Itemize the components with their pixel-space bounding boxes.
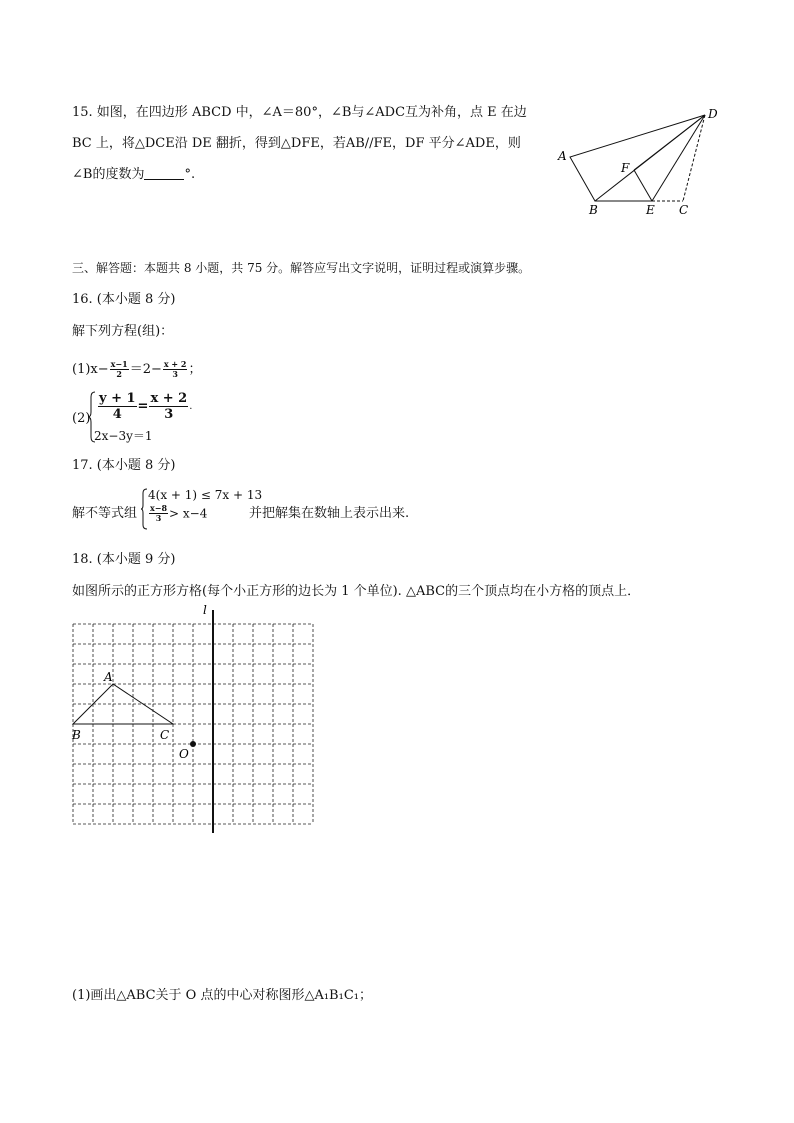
grid-label-o: O	[179, 747, 189, 761]
segment-dc-dashed	[683, 115, 705, 201]
fraction-3	[98, 391, 137, 422]
fraction-4-numerator: x + 2	[150, 391, 188, 406]
quadrilateral-figure	[555, 100, 735, 225]
label-e: E	[646, 203, 655, 217]
q15-line-1: 15. 如图，在四边形 ABCD 中，∠A＝80°，∠B与∠ADC互为补角，点 E 在边	[72, 105, 527, 120]
grid-label-b: B	[72, 728, 81, 742]
q17-header: 17. (本小题 8 分)	[72, 458, 176, 473]
q17-row-2-rest: > x−4	[169, 506, 208, 521]
label-a: A	[558, 149, 567, 163]
q16-header: 16. (本小题 8 分)	[72, 292, 176, 307]
fraction-5-denominator: 3	[155, 513, 162, 523]
fraction-1-denominator: 2	[116, 369, 122, 379]
q15-line-2: BC 上，将△DCE沿 DE 翻折，得到△DFE，若AB//FE，DF 平分∠ADE，则	[72, 136, 521, 151]
fraction-2-denominator: 3	[172, 369, 178, 379]
q18-header: 18. (本小题 9 分)	[72, 552, 176, 567]
q16-p2-row-1-end: .	[189, 401, 193, 412]
q16-p2-row-1	[97, 391, 192, 422]
q16-p1-mid: ＝2−	[129, 362, 162, 377]
q15-line-3	[72, 166, 195, 184]
q15-line-3-suffix: °.	[184, 167, 196, 182]
grid-label-a: A	[104, 670, 113, 684]
q18-description: 如图所示的正方形方格(每个小正方形的边长为 1 个单位). △ABC的三个顶点均在小方格的顶点上．	[72, 584, 641, 599]
q16-p1-end: ；	[188, 362, 202, 377]
q17-prefix: 解不等式组	[72, 506, 138, 521]
point-o	[190, 741, 196, 747]
fraction-1	[110, 360, 129, 379]
label-c: C	[679, 203, 689, 217]
q15-line-3-prefix: ∠B的度数为	[72, 167, 145, 182]
fraction-3-numerator: y + 1	[99, 391, 136, 406]
fraction-5-numerator: x−8	[150, 503, 168, 513]
grid-label-c: C	[160, 728, 170, 742]
equals-sign: =	[137, 399, 149, 414]
q17-row-2	[148, 504, 207, 523]
fraction-3-denominator: 4	[112, 407, 122, 422]
fraction-4-denominator: 3	[164, 407, 174, 422]
q17-row-1: 4(x + 1) ≤ 7x + 13	[148, 488, 263, 502]
q16-p1-prefix: (1)x−	[72, 362, 109, 377]
fraction-2	[163, 360, 188, 379]
fraction-4	[149, 391, 188, 422]
label-f: F	[621, 161, 630, 175]
q16-p2-row-2: 2x−3y＝1	[94, 429, 153, 443]
fraction-2-numerator: x + 2	[163, 359, 187, 369]
q16-intro: 解下列方程(组)：	[72, 324, 174, 339]
brace-icon	[140, 488, 148, 530]
answer-blank	[144, 167, 184, 180]
section-3-heading: 三、解答题：本题共 8 小题，共 75 分。解答应写出文字说明，证明过程或演算步骤。	[72, 261, 531, 275]
fraction-1-numerator: x−1	[110, 359, 128, 369]
segment-fe	[634, 170, 652, 201]
q16-part-1	[72, 358, 201, 382]
fraction-5	[149, 504, 168, 523]
segment-df	[634, 115, 705, 170]
segment-de	[652, 115, 705, 201]
figure-edge-ab-ad	[570, 115, 705, 201]
label-l: l	[203, 603, 207, 617]
square-grid-figure	[60, 600, 330, 840]
label-b: B	[589, 203, 598, 217]
q16-p2-prefix: (2)	[72, 411, 91, 426]
q17-body	[72, 487, 492, 531]
label-d: D	[708, 107, 718, 121]
q17-suffix: 并把解集在数轴上表示出来.	[249, 506, 410, 521]
q18-sub-1: (1)画出△ABC关于 O 点的中心对称图形△A₁B₁C₁；	[72, 988, 372, 1003]
